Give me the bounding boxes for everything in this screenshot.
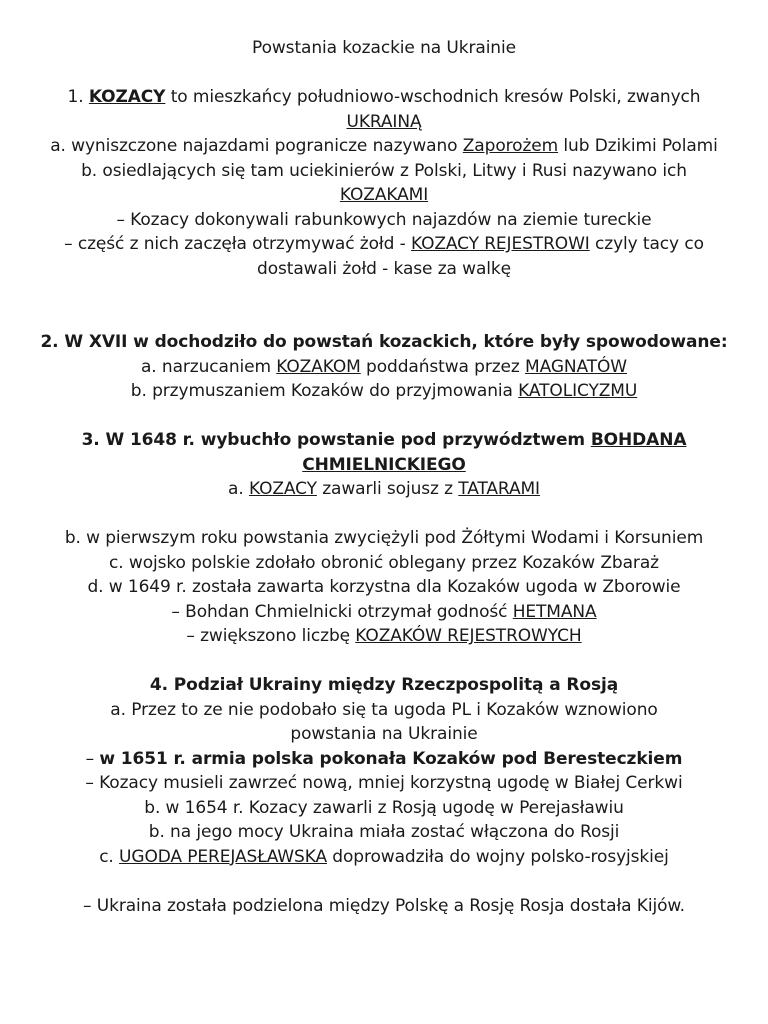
section-3-item-d: d. w 1649 r. została zawarta korzystna dla Kozaków ugoda w Zborowie xyxy=(87,577,681,597)
term-kozakami: KOZAKAMI xyxy=(339,185,429,205)
text: 3. W 1648 r. wybuchło powstanie pod przywództwem xyxy=(81,430,591,450)
term-kozacy: KOZACY xyxy=(248,479,317,499)
section-1-line-3 xyxy=(0,134,768,159)
term-ukraina: UKRAINĄ xyxy=(346,111,422,132)
text: zawarli sojusz z xyxy=(316,479,459,499)
section-3-item-e xyxy=(0,600,768,625)
spacer xyxy=(0,404,768,429)
text: 1. xyxy=(67,87,89,107)
text: c. xyxy=(99,846,120,867)
term-kozakom: KOZAKOM xyxy=(276,356,361,377)
text: b. przymuszaniem Kozaków do przyjmowania xyxy=(130,381,519,401)
text: czyly tacy co xyxy=(589,234,704,254)
term-tatarami: TATARAMI xyxy=(458,479,540,499)
text: a. narzucaniem xyxy=(140,356,277,377)
section-1-line-6: – Kozacy dokonywali rabunkowych najazdów na ziemie tureckie xyxy=(116,209,652,230)
spacer xyxy=(0,281,768,330)
section-2-heading: 2. W XVII w dochodziło do powstań kozackich, które były spowodowane: xyxy=(40,332,728,352)
term-zaporoze: Zaporożem xyxy=(462,136,559,156)
section-4-item-a-line-1: a. Przez to ze nie podobało się ta ugoda PL i Kozaków wznowiono xyxy=(110,699,658,720)
section-4-item-e: b. na jego mocy Ukraina miała zostać włączona do Rosji xyxy=(148,822,620,842)
term-ugoda-perejaslawska: UGODA PEREJASŁAWSKA xyxy=(119,846,327,867)
term-kozakow-rejestrowych: KOZAKÓW REJESTROWYCH xyxy=(355,626,582,646)
term-kozacy: KOZACY xyxy=(88,87,166,107)
text: doprowadziła do wojny polsko-rosyjskiej xyxy=(326,846,669,867)
term-hetmana: HETMANA xyxy=(512,601,597,622)
text: – Bohdan Chmielnicki otrzymał godność xyxy=(171,601,513,622)
section-4-item-f xyxy=(0,845,768,870)
text: poddaństwa przez xyxy=(360,356,526,377)
section-1-line-4: b. osiedlających się tam uciekinierów z Polski, Litwy i Rusi nazywano ich xyxy=(81,160,687,181)
text: lub Dzikimi Polami xyxy=(558,136,718,156)
section-4-item-c: – Kozacy musieli zawrzeć nową, mniej korzystną ugodę w Białej Cerkwi xyxy=(85,773,683,793)
section-4-item-b xyxy=(0,747,768,772)
text: – zwiększono liczbę xyxy=(186,626,356,646)
section-3-item-c: c. wojsko polskie zdołało obronić oblegany przez Kozaków Zbaraż xyxy=(109,552,659,573)
section-1-line-1 xyxy=(0,85,768,110)
section-2-item-a xyxy=(0,355,768,380)
section-1-line-5 xyxy=(0,183,768,208)
bold-statement: w 1651 r. armia polska pokonała Kozaków pod Beresteczkiem xyxy=(99,748,683,769)
term-chmielnickiego: CHMIELNICKIEGO xyxy=(302,454,466,475)
spacer xyxy=(0,61,768,86)
text: a. xyxy=(228,479,249,499)
text: – xyxy=(85,748,100,769)
text: to mieszkańcy południowo-wschodnich kresów Polski, zwanych xyxy=(165,87,701,107)
section-3-heading-line-1 xyxy=(0,428,768,453)
section-4-item-a-line-2: powstania na Ukrainie xyxy=(290,724,478,744)
term-magnatow: MAGNATÓW xyxy=(525,356,628,377)
term-katolicyzmu: KATOLICYZMU xyxy=(518,381,638,401)
text: – część z nich zaczęła otrzymywać żołd - xyxy=(64,234,411,254)
document-title: Powstania kozackie na Ukrainie xyxy=(252,38,516,58)
section-4-item-d: b. w 1654 r. Kozacy zawarli z Rosją ugodę w Perejasławiu xyxy=(144,797,624,818)
section-4-conclusion: – Ukraina została podzielona między Polskę a Rosję Rosja dostała Kijów. xyxy=(83,895,685,916)
section-1-line-7 xyxy=(0,232,768,257)
spacer xyxy=(0,502,768,527)
section-3-item-a xyxy=(0,477,768,502)
section-3-item-f xyxy=(0,624,768,649)
text: a. wyniszczone najazdami pogranicze nazywano xyxy=(50,136,463,156)
spacer xyxy=(0,649,768,674)
term-kozacy-rejestrowi: KOZACY REJESTROWI xyxy=(410,234,590,254)
section-4-heading: 4. Podział Ukrainy między Rzeczpospolitą a Rosją xyxy=(149,675,619,695)
term-bohdana: BOHDANA xyxy=(590,430,687,450)
section-3-heading-line-2 xyxy=(0,453,768,478)
section-2-item-b xyxy=(0,379,768,404)
section-1-line-8: dostawali żołd - kase za walkę xyxy=(257,258,511,279)
section-1-line-2 xyxy=(0,110,768,135)
spacer xyxy=(0,869,768,894)
section-3-item-b: b. w pierwszym roku powstania zwyciężyli pod Żółtymi Wodami i Korsuniem xyxy=(64,528,704,548)
